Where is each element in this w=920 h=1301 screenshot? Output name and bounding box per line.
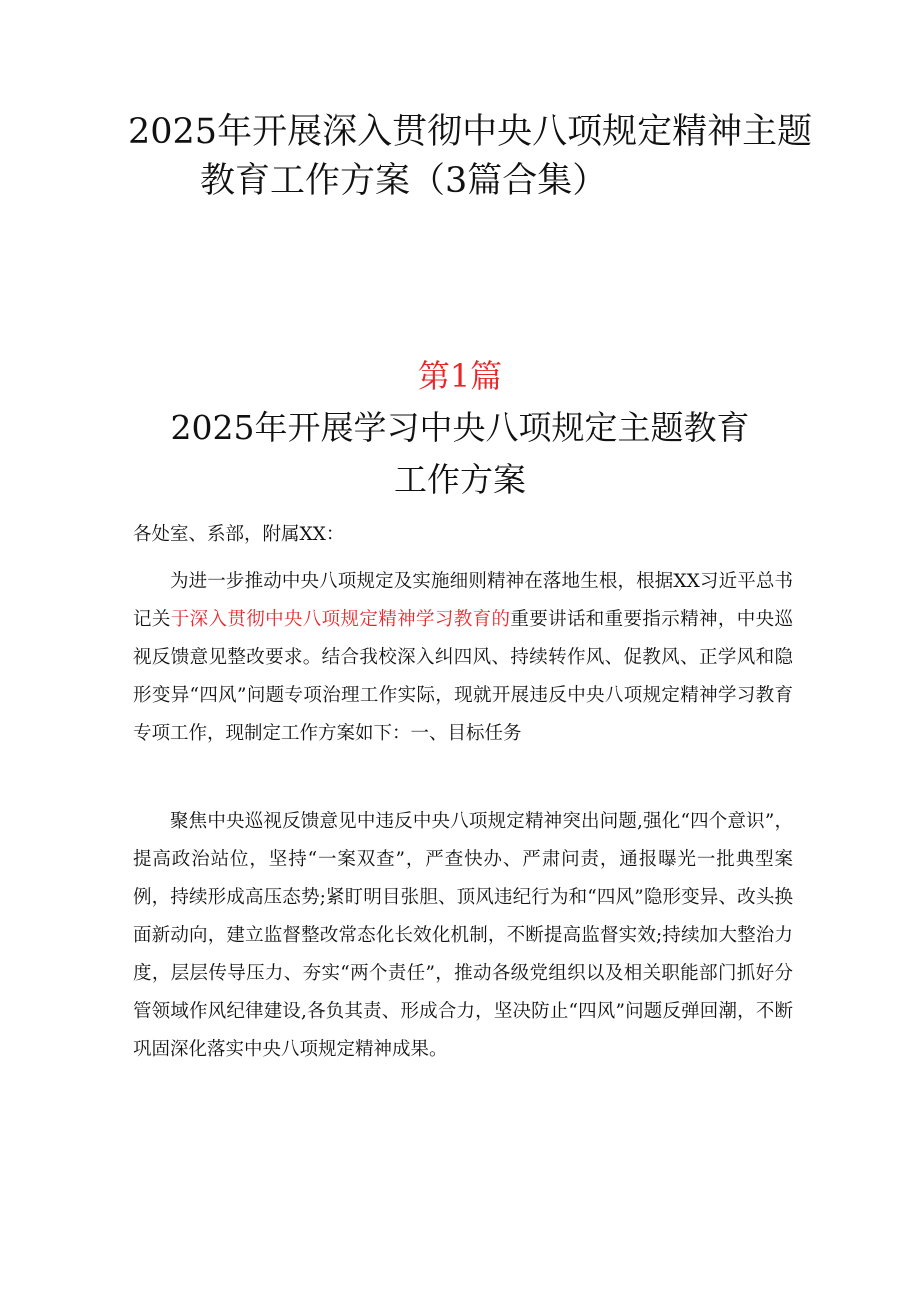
part-title-line-2: 工作方案: [394, 460, 526, 499]
main-title-line-1: 2025年开展深入贯彻中央八项规定精神主题: [128, 112, 813, 152]
main-title-line-2: 教育工作方案（3篇合集）: [200, 161, 608, 201]
part-label: 第1篇: [417, 357, 503, 395]
paragraph-1-highlight: 于深入贯彻中央八项规定精神学习教育的: [170, 609, 511, 630]
paragraph-1-text-start: 为进一步推动中央八项规定及实施细则精神在落地生根，根据XX习近平总书记关: [133, 571, 793, 630]
paragraph-2: 聚焦中央巡视反馈意见中违反中央八项规定精神突出问题,强化“四个意识”，提高政治站位，坚持“一案双查”，严查快办、严肃问责，通报曝光一批典型案例，持续形成高压态势;紧盯明目张胆、顶风违纪行为和“四风”隐形变异、改头换面新动向，建立监督整改常态化长效化机制，不断提高监督实效;持续加大整治力度，层层传导压力、夯实“两个责任”，推动各级党组织以及相关职能部门抓好分管领域作风纪律建设,各负其责、形成合力，坚决防止“四风”问题反弹回潮，不断巩固深化落实中央八项规定精神成果。: [133, 811, 793, 1060]
paragraph-1-text-end: 重要讲话和重要指示精神，中央巡视反馈意见整改要求。结合我校深入纠四风、持续转作风、促教风、正学风和隐形变异“四风”问题专项治理工作实际，现就开展违反中央八项规定精神学习教育专项工作，现制定工作方案如下：一、目标任务: [133, 609, 793, 744]
part-title-line-1: 2025年开展学习中央八项规定主题教育: [170, 408, 750, 447]
paragraph-1: [133, 563, 793, 753]
salutation: 各处室、系部，附属XX：: [133, 524, 345, 545]
